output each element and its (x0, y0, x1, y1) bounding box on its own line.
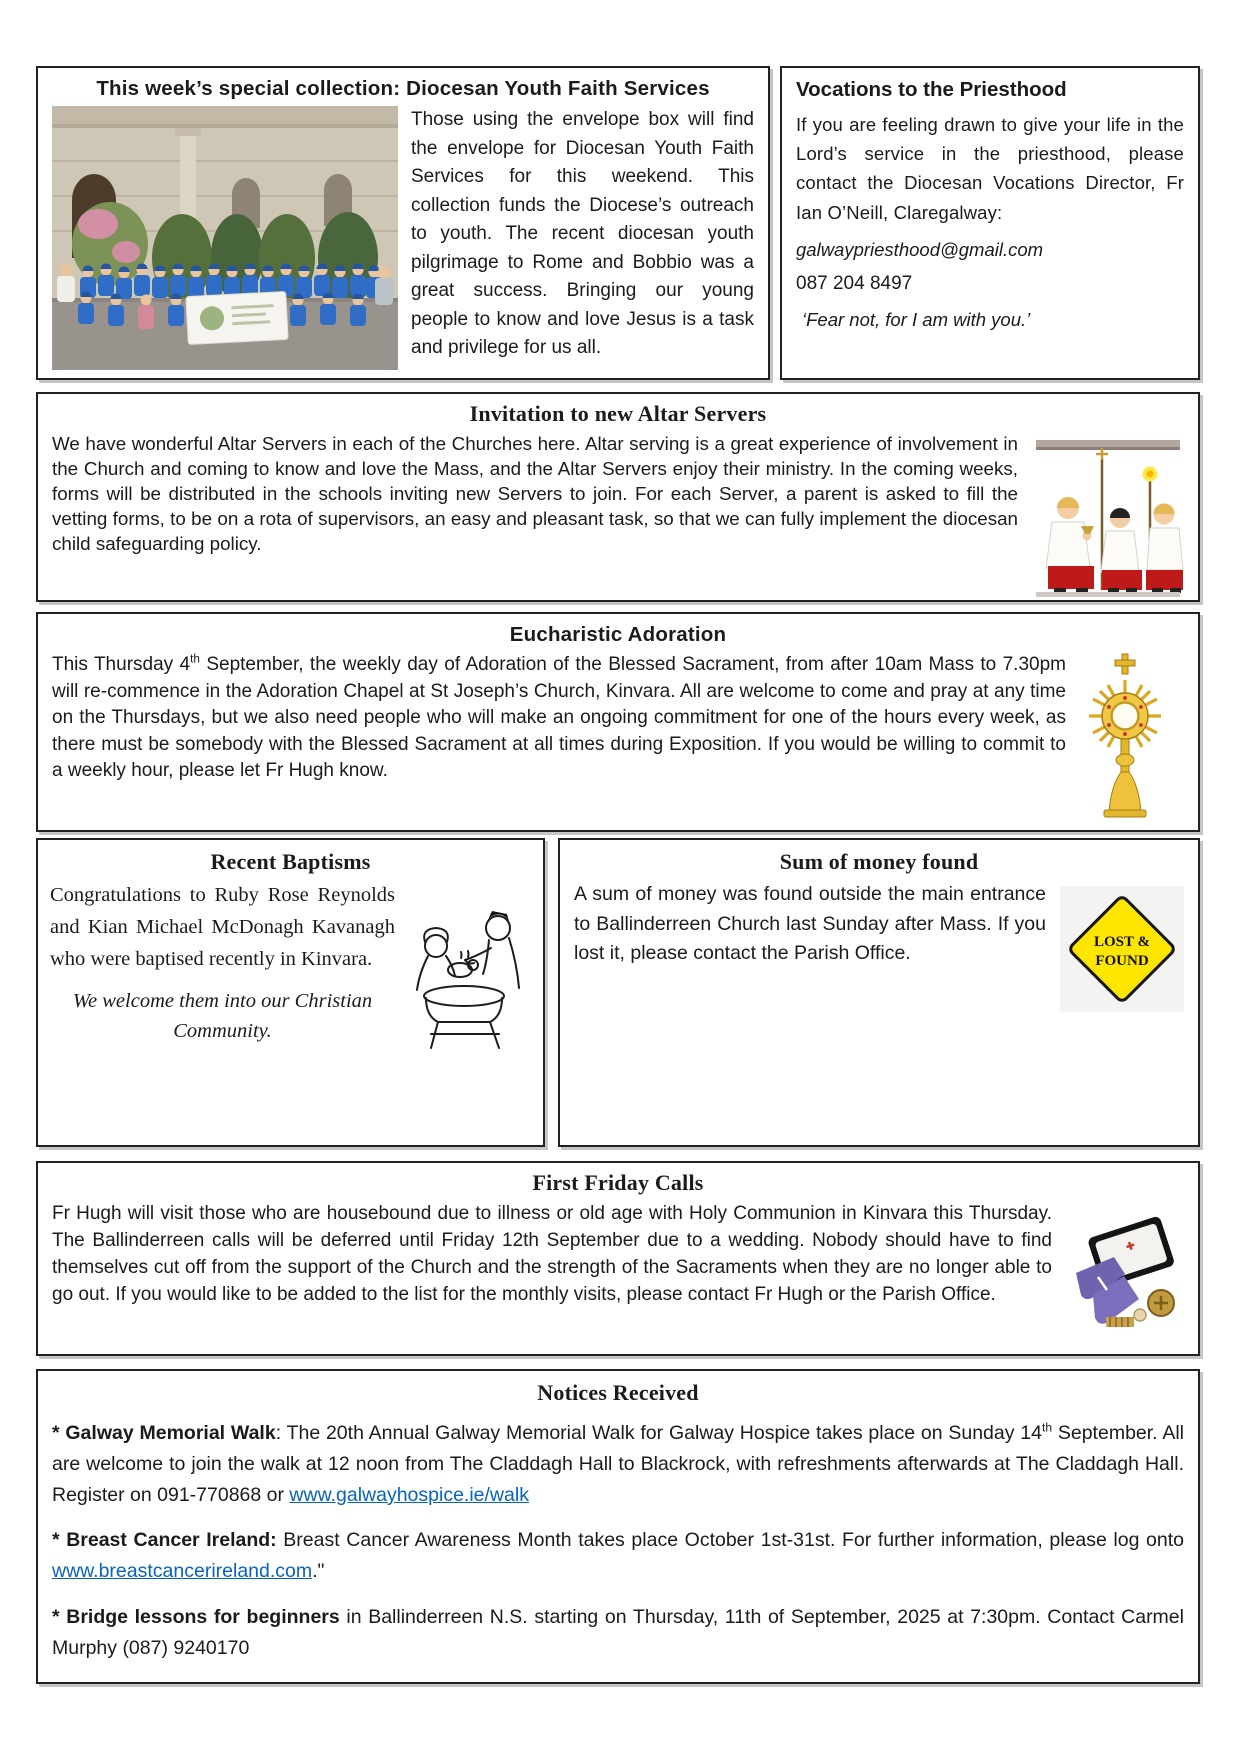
vocations-email: galwaypriesthood@gmail.com (796, 238, 1044, 260)
section-baptisms (36, 838, 545, 1147)
money-found-columns (574, 880, 1184, 1012)
section-vocations (780, 66, 1200, 380)
breast-cancer-ireland-link[interactable]: www.breastcancerireland.com (52, 1560, 313, 1583)
baptisms-body: Congratulations to Ruby Rose Reynolds and Kian Michael McDonagh Kavanagh who were baptised recently in Kinvara. (50, 884, 395, 970)
section-special-collection (36, 66, 770, 380)
communion-kit-icon (1066, 1215, 1184, 1333)
youth-group-photo (52, 106, 398, 370)
monstrance-illustration (1082, 652, 1168, 820)
notice-breast-cancer-ireland (52, 1525, 1184, 1587)
money-found-title: Sum of money found (779, 849, 979, 874)
baptism-illustration (403, 902, 531, 1052)
monstrance-icon (1082, 652, 1168, 820)
notices-title: Notices Received (537, 1380, 699, 1405)
galway-hospice-link[interactable]: www.galwayhospice.ie/walk (289, 1483, 529, 1506)
notice-galway-memorial-walk (52, 1418, 1184, 1510)
top-row (36, 66, 1200, 380)
diocese-banner (186, 291, 288, 344)
ordinal-suffix: th (1041, 1420, 1053, 1435)
special-collection-title: This week’s special collection: Diocesan Youth Faith Services (96, 77, 710, 100)
altar-servers-icon (1032, 432, 1184, 602)
lost-and-found-sign (1060, 886, 1184, 1012)
server-right (1146, 504, 1183, 594)
baptisms-welcome: We welcome them into our Christian Community. (72, 990, 373, 1043)
altar-servers-illustration (1032, 432, 1184, 602)
communion-kit-illustration (1066, 1215, 1184, 1333)
ordinal-suffix: th (190, 652, 200, 666)
youth-group-photo-image (52, 106, 398, 370)
vocations-title: Vocations to the Priesthood (796, 78, 1067, 101)
server-left (1046, 497, 1094, 593)
money-found-body: A sum of money was found outside the main entrance to Ballinderreen Church last Sunday after Mass. If you lost it, please contact the Parish Office. (574, 883, 1046, 965)
notice-text: in Ballinderreen N.S. starting on Thursday, 11th of September, 2025 at 7:30pm. Contact Carmel Murphy (087) 9240170 (52, 1605, 1184, 1659)
notice-lead: * Bridge lessons for beginners (52, 1605, 340, 1628)
section-first-friday (36, 1161, 1200, 1356)
vocations-phone: 087 204 8497 (796, 272, 913, 294)
section-money-found (558, 838, 1200, 1147)
middle-row (36, 838, 1200, 1147)
vocations-quote: ‘Fear not, for I am with you.’ (802, 308, 1031, 330)
adoration-body-post: September, the weekly day of Adoration of the Blessed Sacrament, from after 10am Mass to 7.30pm will re-commence in the Adoration Chapel at St Joseph’s Church, Kinvara. All are welcome to come and pray at any time on the Thursdays, but we also need people who will make an ongoing commitment for one of the hours every week, as there must be somebody with the Blessed Sacrament at all times during Exposition. If you would be willing to commit to a weekly hour, please let Fr Hugh know. (52, 654, 1066, 782)
altar-servers-title: Invitation to new Altar Servers (469, 401, 767, 426)
special-collection-body: Those using the envelope box will find the envelope for Diocesan Youth Faith Services for this weekend. This collection funds the Diocese’s outreach to youth. The recent diocesan youth pilgrimage to Rome and Bobbio was a great success. Bringing our young people to know and love Jesus is a task and privilege for us all. (411, 109, 754, 358)
section-adoration (36, 612, 1200, 832)
lost-and-found-icon (1060, 886, 1184, 1012)
sign-line-1: LOST & (1094, 934, 1150, 950)
baptisms-title: Recent Baptisms (210, 849, 371, 874)
altar-servers-columns (52, 432, 1184, 602)
adoration-body-pre: This Thursday 4 (52, 654, 191, 675)
notice-lead: * Galway Memorial Walk (52, 1422, 276, 1444)
baptism-icon (403, 902, 531, 1052)
vocations-body: If you are feeling drawn to give your life in the Lord’s service in the priesthood, please contact the Diocesan Vocations Director, Fr Ian O’Neill, Claregalway: (796, 114, 1184, 223)
adoration-title: Eucharistic Adoration (509, 623, 727, 646)
notice-text: ." (312, 1560, 325, 1583)
first-friday-title: First Friday Calls (532, 1170, 704, 1195)
section-notices (36, 1369, 1200, 1684)
server-middle (1101, 508, 1142, 593)
special-collection-columns (52, 106, 754, 370)
notice-lead: * Breast Cancer Ireland: (52, 1529, 277, 1552)
notice-bridge-lessons (52, 1602, 1184, 1664)
adoration-body (52, 652, 1066, 785)
notice-text: September. All are welcome to join the walk at 12 noon from The Claddagh Hall to Blackrock, with refreshments afterwards at The Claddagh Hall. Register on 091-770868 or (52, 1422, 1184, 1506)
baptisms-columns (50, 880, 531, 1052)
notice-text: : The 20th Annual Galway Memorial Walk for Galway Hospice takes place on Sunday 14 (275, 1422, 1042, 1444)
first-friday-body: Fr Hugh will visit those who are housebound due to illness or old age with Holy Communion in Kinvara this Thursday. The Ballinderreen calls will be deferred until Friday 12th September due to a wedding. Nobody should have to find themselves cut off from the support of the Church and the strength of the Sacraments when they are no longer able to go out. If you would like to be added to the list for the monthly visits, please contact Fr Hugh or the Parish Office. (52, 1203, 1052, 1305)
altar-servers-body: We have wonderful Altar Servers in each of the Churches here. Altar serving is a great experience of involvement in the Church and coming to know and love the Mass, and the Altar Servers enjoy their ministry. In the coming weeks, forms will be distributed in the schools inviting new Servers to join. For each Server, a parent is asked to fill the vetting forms, to be on a rota of supervisors, an easy and pleasant task, so that we can fully implement the diocesan child safeguarding policy. (52, 433, 1018, 554)
section-altar-servers (36, 392, 1200, 602)
notice-text: Breast Cancer Awareness Month takes place October 1st-31st. For further information, please log onto (276, 1529, 1185, 1552)
baptisms-text (50, 880, 395, 1052)
first-friday-columns (52, 1201, 1184, 1333)
adoration-columns (52, 652, 1184, 820)
newsletter-content (36, 66, 1200, 1684)
sign-line-2: FOUND (1095, 953, 1149, 969)
